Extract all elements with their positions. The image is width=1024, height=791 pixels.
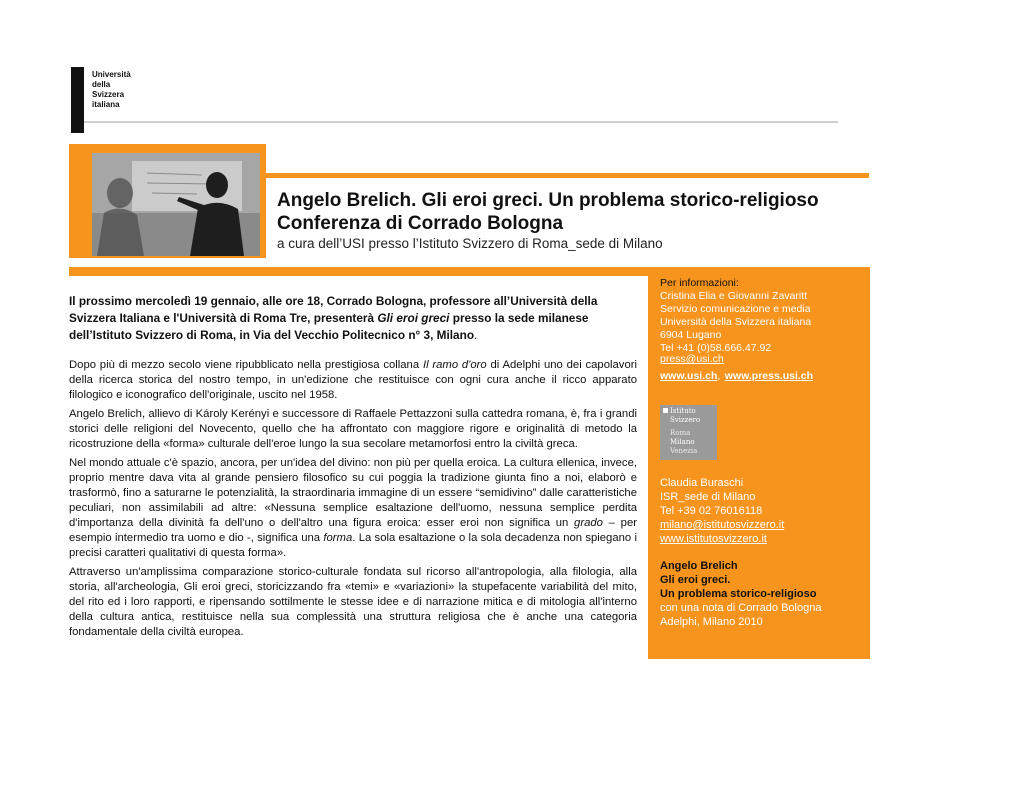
milano-email-link[interactable]: milano@istitutosvizzero.it <box>660 519 785 531</box>
web-link-separator: , <box>717 370 721 382</box>
istituto-web-link[interactable]: www.istitutosvizzero.it <box>660 533 767 545</box>
isr-logo-line: Roma <box>670 429 691 437</box>
press-email-link[interactable]: press@usi.ch <box>660 353 724 365</box>
paragraph-text: Dopo più di mezzo secolo viene ripubblicato nella prestigiosa collana <box>69 359 423 371</box>
logo-line: italiana <box>92 100 120 109</box>
web-links <box>660 366 813 384</box>
logo-line: Svizzera <box>92 90 125 99</box>
lecture-silhouette-image <box>92 153 260 256</box>
press-web-link[interactable]: www.press.usi.ch <box>724 370 814 382</box>
page-subtitle-speaker: Conferenza di Corrado Bologna <box>277 213 564 234</box>
lead-text: Il prossimo mercoledì 19 gennaio, alle ore 18, Corrado Bologna, professore all’Università della Svizzera Italiana e l'Università di Roma Tre, presenterà <box>69 294 598 325</box>
book-title: Gli eroi greci <box>377 311 450 325</box>
logo-bar <box>71 67 84 133</box>
contact-line: Tel +41 (0)58.666.47.92 <box>660 342 772 354</box>
isr-logo-line: Svizzero <box>670 416 701 424</box>
isr-logo-line: Milano <box>670 438 695 446</box>
contact-line: Cristina Elia e Giovanni Zavaritt <box>660 290 808 302</box>
paragraph: Angelo Brelich, allievo di Károly Kerényi e successore di Raffaele Pettazzoni sulla cattedra romana, è, fra i grandi storici delle religioni del Novecento, quello che ha affrontato con maggiore rigore e originalità di metodo la ricostruzione della «forma» culturale dell'eroe lungo la sua secolare metamorfosi entro la civiltà greca. <box>69 408 637 450</box>
paragraph-text: . La sola esaltazione o la sola decadenza non spiegano i precisi caratteri qualitativi di questa forma». <box>69 532 637 559</box>
isr-logo <box>660 405 717 460</box>
page-subtitle: a cura dell’USI presso l’Istituto Svizzero di Roma_sede di Milano <box>277 236 663 251</box>
page-title: Angelo Brelich. Gli eroi greci. Un problema storico-religioso <box>277 190 819 211</box>
book-info-line: Un problema storico-religioso <box>660 588 817 600</box>
book-info-line: con una nota di Corrado Bologna <box>660 602 822 614</box>
book-info-line: Adelphi, Milano 2010 <box>660 616 763 628</box>
paragraph-text: Nel mondo attuale c'è spazio, ancora, per un'idea del divino: non più per quella eroica. La cultura ellenica, invece, proprio mentre dava vita al grande pensiero filosofico su cui poggia la tradizione giunta fino a noi, elaborò e trasformò, fino a saturarne le potenzialità, la straordinaria immagine di un essere “semidivino” dalle caratteristiche peculiari, non assimilabili ad altre: «Nessuna semplice esaltazione dell'uomo, nessuna semplice perdita d'importanza della divinità fa dell'uno o dell'altro una figura eroica: esser eroi non significa un <box>69 457 637 529</box>
contact-line: Claudia Buraschi <box>660 477 744 489</box>
emphasis: forma <box>323 532 353 544</box>
book-info-line: Gli eroi greci. <box>660 574 731 586</box>
usi-web-link[interactable]: www.usi.ch <box>660 370 718 382</box>
paragraph <box>69 358 637 403</box>
contact-line: Università della Svizzera italiana <box>660 316 812 328</box>
contact-line: ISR_sede di Milano <box>660 491 756 503</box>
isr-logo-line: Venezia <box>670 447 698 455</box>
logo-line: della <box>92 80 111 89</box>
paragraph-text: di Adelphi uno dei capolavori della ricerca storica del nostro tempo, in un'edizione che restituisce con ogni cura anche il ricco apparato filologico e iconografico dell'originale, uscito nel 1958. <box>69 359 637 401</box>
paragraph: Attraverso un'amplissima comparazione storico-culturale fondata sul ricorso all'antropologia, alla filologia, alla storia, all'archeologia, Gli eroi greci, storicizzando fra «temi» e «variazioni» la stupefacente variabilità del mito, del rito ed i loro rapporti, e ripensando sottilmente le stesse idee e di narrazione mitica e di mitologia all'interno della cultura antica, restituisce nella sua complessità una struttura religiosa che è anche una categoria fondamentale della civiltà europea. <box>69 566 637 638</box>
paragraph-text: – per esempio intermedio tra uomo e dio -, significa una <box>69 517 638 544</box>
contact-line: Tel +39 02 76016118 <box>660 505 763 517</box>
lead-paragraph <box>69 293 637 344</box>
logo-line: Università <box>92 70 131 79</box>
isr-cross-icon <box>663 408 668 413</box>
contact-line: Servizio comunicazione e media <box>660 303 811 315</box>
lead-end: . <box>474 328 478 342</box>
book-info-line: Angelo Brelich <box>660 560 738 572</box>
lecture-photo <box>92 153 260 256</box>
body-divider <box>69 267 649 276</box>
top-divider <box>84 121 838 123</box>
series-title: Il ramo d'oro <box>422 359 487 371</box>
paragraph <box>69 456 637 561</box>
usi-logo <box>92 70 131 110</box>
emphasis: grado <box>574 517 603 529</box>
lead-text: presso la sede milanese dell’Istituto Svizzero di Roma, in Via del Vecchio Politecnico n° 3, Milano <box>69 311 589 342</box>
header-divider <box>266 173 869 178</box>
isr-logo-line: Istituto <box>670 407 696 415</box>
article-body <box>69 293 637 644</box>
contact-line: 6904 Lugano <box>660 329 722 341</box>
info-label: Per informazioni: <box>660 277 739 289</box>
